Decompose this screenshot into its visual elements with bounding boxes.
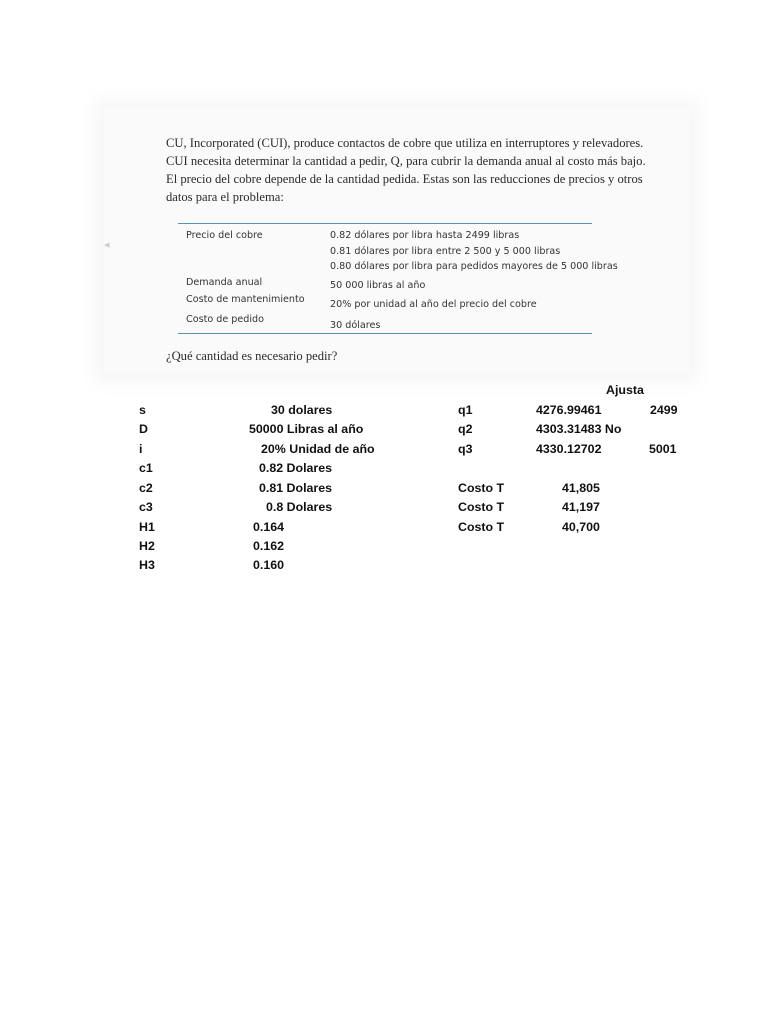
ajusta-header: Ajusta (606, 383, 644, 397)
label-h1: H1 (139, 520, 155, 534)
value-c1: 0.82 Dolares (259, 461, 333, 475)
value-q1: 4276.99461 (536, 403, 602, 417)
label-costo-1: Costo T (458, 481, 505, 495)
label-h3: H3 (139, 558, 155, 572)
value-c3: 0.8 Dolares (266, 500, 333, 514)
value-d: 50000 Libras al año (249, 422, 364, 436)
table-label-order: Costo de pedido (186, 314, 264, 325)
scan-artifact-icon: ◂ (104, 238, 110, 251)
label-q3: q3 (458, 442, 473, 456)
problem-question: ¿Qué cantidad es necesario pedir? (166, 349, 338, 363)
label-d: D (139, 422, 148, 436)
table-value-price-1: 0.82 dólares por libra hasta 2499 libras (330, 230, 520, 241)
label-q2: q2 (458, 422, 473, 436)
label-costo-2: Costo T (458, 500, 505, 514)
value-q3: 4330.12702 (536, 442, 602, 456)
ajusta-q3: 5001 (649, 442, 677, 456)
table-value-price-2: 0.81 dólares por libra entre 2 500 y 5 000 libras (330, 246, 561, 257)
table-value-order: 30 dólares (330, 320, 381, 331)
table-value-holding: 20% por unidad al año del precio del cobre (330, 299, 537, 310)
label-c2: c2 (139, 481, 153, 495)
label-costo-3: Costo T (458, 520, 505, 534)
table-label-price: Precio del cobre (186, 230, 263, 241)
value-q2: 4303.31483 No (536, 422, 622, 436)
label-s: s (139, 403, 146, 417)
value-c2: 0.81 Dolares (259, 481, 333, 495)
table-label-holding: Costo de mantenimiento (186, 294, 305, 305)
value-costo-3: 40,700 (562, 520, 600, 534)
table-top-rule (178, 223, 592, 224)
table-value-demand: 50 000 libras al año (330, 280, 426, 291)
table-bottom-rule (178, 333, 592, 334)
table-label-demand: Demanda anual (186, 277, 263, 288)
label-h2: H2 (139, 539, 155, 553)
value-costo-1: 41,805 (562, 481, 600, 495)
value-h3: 0.160 (253, 558, 285, 572)
label-c1: c1 (139, 461, 153, 475)
value-s: 30 dolares (271, 403, 333, 417)
problem-image (104, 108, 690, 374)
table-value-price-3: 0.80 dólares por libra para pedidos mayores de 5 000 libras (330, 261, 618, 272)
label-q1: q1 (458, 403, 473, 417)
ajusta-q1: 2499 (650, 403, 678, 417)
value-i: 20% Unidad de año (261, 442, 375, 456)
label-i: i (139, 442, 143, 456)
value-h2: 0.162 (253, 539, 285, 553)
value-h1: 0.164 (253, 520, 285, 534)
value-costo-2: 41,197 (562, 500, 600, 514)
problem-paragraph: CU, Incorporated (CUI), produce contactos de cobre que utiliza en interruptores y relevadores. CUI necesita determinar la cantidad a pedir, Q, para cubrir la demanda anual al costo más bajo. El precio del cobre depende de la cantidad pedida. Estas son las reducciones de precios y otros datos para el problema: (166, 136, 646, 204)
label-c3: c3 (139, 500, 153, 514)
